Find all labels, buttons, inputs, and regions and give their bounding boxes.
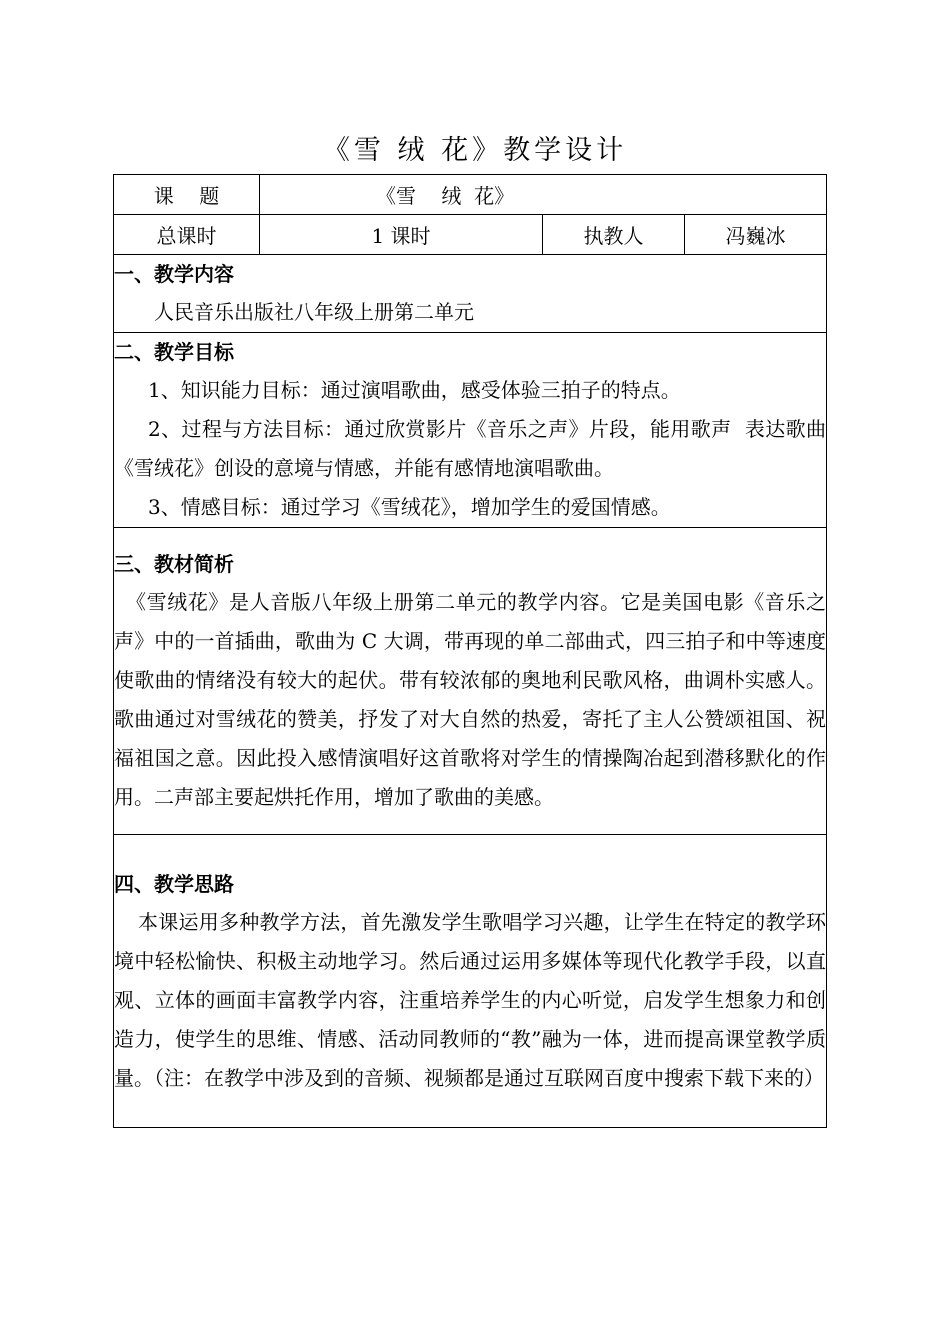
topic-label: 课 题 bbox=[114, 175, 260, 215]
section-text: 人民音乐出版社八年级上册第二单元 bbox=[154, 300, 474, 324]
teacher-label: 执教人 bbox=[543, 215, 685, 255]
section-heading: 四、教学思路 bbox=[114, 871, 234, 896]
topic-value bbox=[260, 175, 827, 215]
hours-row bbox=[114, 215, 827, 255]
teacher-value: 冯巍冰 bbox=[685, 215, 827, 255]
section-heading: 一、教学内容 bbox=[114, 262, 234, 286]
section-analysis bbox=[114, 528, 827, 835]
section-text: 《雪绒花》是人音版八年级上册第二单元的教学内容。它是美国电影《音乐之声》中的一首插曲，歌曲为 C 大调，带再现的单二部曲式，四三拍子和中等速度使歌曲的情绪没有较大的起伏。带有较浓郁的奥地利民歌风格，曲调朴实感人。歌曲通过对雪绒花的赞美，抒发了对大自然的热爱，寄托了主人公赞颂祖国、祝福祖国之意。因此投入感情演唱好这首歌将对学生的情操陶冶起到潜移默化的作用。二声部主要起烘托作用，增加了歌曲的美感。 bbox=[114, 590, 827, 809]
section-heading: 二、教学目标 bbox=[114, 340, 234, 364]
section-text: 本课运用多种教学方法，首先激发学生歌唱学习兴趣，让学生在特定的教学环境中轻松愉快、积极主动地学习。然后通过运用多媒体等现代化教学手段，以直观、立体的画面丰富教学内容，注重培养学生的内心听觉，启发学生想象力和创造力，使学生的思维、情感、活动同教师的“教”融为一体，进而提高课堂教学质量。（注：在教学中涉及到的音频、视频都是通过互联网百度中搜索下载下来的） bbox=[114, 909, 827, 1090]
goal-item: 3、情感目标：通过学习《雪绒花》，增加学生的爱国情感。 bbox=[148, 495, 671, 519]
section-goals bbox=[114, 333, 827, 528]
lesson-plan-table bbox=[113, 174, 827, 1128]
topic-row bbox=[114, 175, 827, 215]
hours-label: 总课时 bbox=[114, 215, 260, 255]
goal-item: 2、过程与方法目标：通过欣赏影片《音乐之声》片段，能用歌声 表达歌曲《雪绒花》创设的意境与情感，并能有感情地演唱歌曲。 bbox=[114, 417, 827, 480]
hours-value: 1 课时 bbox=[260, 215, 543, 255]
page-title: 《雪 绒 花》教学设计 bbox=[322, 135, 628, 166]
goal-item: 1、知识能力目标：通过演唱歌曲，感受体验三拍子的特点。 bbox=[148, 378, 681, 402]
section-content bbox=[114, 255, 827, 333]
section-approach bbox=[114, 835, 827, 1128]
section-heading: 三、教材简析 bbox=[114, 552, 234, 576]
topic-value-text: 《雪 绒 花》 bbox=[376, 184, 515, 208]
